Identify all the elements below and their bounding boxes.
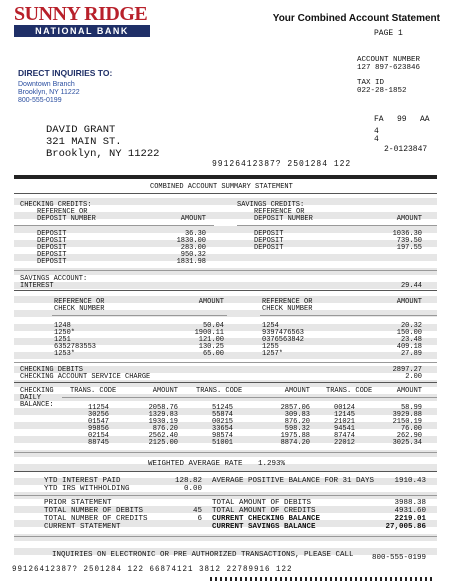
interest-amount: 29.44 <box>400 282 422 290</box>
cc-row-amount: 283.00 <box>180 244 206 252</box>
check-amount: 130.25 <box>198 343 224 351</box>
page-number: PAGE 1 <box>374 29 403 38</box>
statement-title: Your Combined Account Statement <box>272 13 440 24</box>
account-number-label: ACCOUNT NUMBER <box>357 56 421 64</box>
savings-account-rule-top <box>14 270 437 271</box>
code-n2: 4 <box>374 135 379 144</box>
check-amount: 27.89 <box>400 350 422 358</box>
micr-line-bottom: 99126412387? 2501284 122 66874121 3812 22789916 122 <box>12 565 293 575</box>
ytd-interest-label: YTD INTEREST PAID <box>44 477 121 485</box>
daily-col-amount: AMOUNT <box>152 387 178 395</box>
interest-label: INTEREST <box>20 282 54 290</box>
tax-id-label: TAX ID <box>357 79 385 87</box>
daily-code: 11254 <box>88 404 110 412</box>
daily-rule <box>62 397 437 398</box>
check-ref: 1248 <box>54 322 71 330</box>
cc-row-label: DEPOSIT <box>37 237 67 245</box>
daily-code: 01547 <box>88 418 110 426</box>
savings-credits-heading: SAVINGS CREDITS: <box>237 201 305 209</box>
top-divider-bar <box>14 175 437 179</box>
debits-rule-bottom <box>14 382 437 383</box>
customer-name: DAVID GRANT <box>46 124 116 136</box>
footer-phone: 800-555-0199 <box>372 554 427 562</box>
daily-code: 00215 <box>212 418 234 426</box>
tax-id-value: 022-28-1852 <box>357 87 407 95</box>
sc-row-label: DEPOSIT <box>254 237 284 245</box>
check-amount: 150.00 <box>396 329 422 337</box>
checking-balance-label: CURRENT CHECKING BALANCE <box>212 515 321 523</box>
check-ref: 1255 <box>262 343 279 351</box>
amount-debits-label: TOTAL AMOUNT OF DEBITS <box>212 499 312 507</box>
cc-row-amount: 950.32 <box>180 251 206 259</box>
cc-row-amount: 36.30 <box>184 230 206 238</box>
check-ref: 6352783553 <box>54 343 97 351</box>
daily-code: 51001 <box>212 439 234 447</box>
savings-credits-col-ref-b: DEPOSIT NUMBER <box>254 215 313 223</box>
bank-name-bar: NATIONAL BANK <box>14 25 150 37</box>
checking-credits-col-amount: AMOUNT <box>180 215 206 223</box>
checks-col-amount: AMOUNT <box>198 298 224 306</box>
check-ref: 1251 <box>54 336 71 344</box>
credits-count-label: TOTAL NUMBER OF CREDITS <box>44 515 148 523</box>
daily-code: 33654 <box>212 425 234 433</box>
cc-row-label: DEPOSIT <box>37 230 67 238</box>
daily-balance-label-2: DAILY <box>20 394 42 402</box>
daily-amount: 876.20 <box>284 418 310 426</box>
daily-amount: 1329.83 <box>148 411 178 419</box>
check-ref: 1254 <box>262 322 279 330</box>
daily-amount: 1975.88 <box>280 432 310 440</box>
daily-amount: 58.99 <box>400 404 422 412</box>
ytd-interest-value: 128.82 <box>174 477 202 485</box>
check-amount: 1900.11 <box>194 329 224 337</box>
savings-account-rule-bottom <box>14 290 437 291</box>
checks-col-ref-b-right: CHECK NUMBER <box>262 305 313 313</box>
check-amount: 50.04 <box>202 322 224 330</box>
cc-row-label: DEPOSIT <box>37 244 67 252</box>
checking-balance: 2219.01 <box>394 515 426 523</box>
service-charge-label: CHECKING ACCOUNT SERVICE CHARGE <box>20 373 151 381</box>
daily-amount: 2058.76 <box>148 404 178 412</box>
checks-col-ref-a: REFERENCE OR <box>54 298 105 306</box>
check-amount: 409.18 <box>396 343 422 351</box>
checks-rule-right <box>260 315 437 316</box>
avg-balance-value: 1910.43 <box>394 477 426 485</box>
bank-logo <box>14 4 150 37</box>
daily-amount: 3929.88 <box>392 411 422 419</box>
sc-row-amount: 1036.30 <box>392 230 422 238</box>
check-ref: 1253* <box>54 350 76 358</box>
code-ref: 2-0123847 <box>384 145 428 154</box>
sc-row-label: DEPOSIT <box>254 230 284 238</box>
checks-col-ref-a-right: REFERENCE OR <box>262 298 313 306</box>
check-ref: 0376563842 <box>262 336 305 344</box>
savings-credits-col-amount: AMOUNT <box>396 215 422 223</box>
savings-account-heading: SAVINGS ACCOUNT: <box>20 275 88 283</box>
sc-row-amount: 197.55 <box>396 244 422 252</box>
service-charge-amount: 2.00 <box>405 373 422 381</box>
weighted-rate-label: WEIGHTED AVERAGE RATE <box>148 460 243 468</box>
daily-amount: 876.20 <box>152 425 178 433</box>
code-fa: FA <box>374 115 384 124</box>
checking-debits-amount: 2897.27 <box>392 366 422 374</box>
savings-balance: 27,005.86 <box>385 523 426 531</box>
checking-credits-rule <box>14 225 214 226</box>
daily-code: 30256 <box>88 411 110 419</box>
checks-rule-left <box>52 315 227 316</box>
amount-credits-label: TOTAL AMOUNT OF CREDITS <box>212 507 316 515</box>
daily-code: 94541 <box>334 425 356 433</box>
sc-row-amount: 739.50 <box>396 237 422 245</box>
avg-balance-label: AVERAGE POSITIVE BALANCE FOR 31 DAYS <box>212 477 375 485</box>
check-amount: 65.00 <box>202 350 224 358</box>
weighted-rule-bottom <box>14 471 437 472</box>
checking-credits-col-ref-a: REFERENCE OR <box>37 208 88 216</box>
footer-inquiries: INQUIRIES ON ELECTRONIC OR PRE AUTHORIZED TRANSACTIONS, PLEASE CALL <box>52 551 354 559</box>
savings-balance-label: CURRENT SAVINGS BALANCE <box>212 523 316 531</box>
daily-amount: 309.83 <box>284 411 310 419</box>
sc-row-label: DEPOSIT <box>254 244 284 252</box>
amount-debits: 3988.38 <box>394 499 426 507</box>
checks-col-ref-b: CHECK NUMBER <box>54 305 105 313</box>
check-ref: 9397476563 <box>262 329 305 337</box>
branch-name: Downtown Branch <box>18 81 75 88</box>
branch-phone: 800-555-0199 <box>18 97 62 104</box>
daily-code: 00124 <box>334 404 356 412</box>
cc-row-label: DEPOSIT <box>37 258 67 266</box>
daily-amount: 2125.00 <box>148 439 178 447</box>
checking-credits-col-ref-b: DEPOSIT NUMBER <box>37 215 96 223</box>
daily-code: 87474 <box>334 432 356 440</box>
daily-balance-label-1: CHECKING <box>20 387 54 395</box>
daily-code: 12145 <box>334 411 356 419</box>
customer-city: Brooklyn, NY 11222 <box>46 148 160 160</box>
check-amount: 20.32 <box>400 322 422 330</box>
amount-credits: 4931.60 <box>394 507 426 515</box>
checking-debits-label: CHECKING DEBITS <box>20 366 84 374</box>
debits-rule-top <box>14 362 437 363</box>
daily-amount: 2150.19 <box>392 418 422 426</box>
daily-amount: 3025.34 <box>392 439 422 447</box>
bottom-tick-rail <box>210 577 432 581</box>
daily-amount: 2562.40 <box>148 432 178 440</box>
current-statement-label: CURRENT STATEMENT <box>44 523 121 531</box>
debits-count-label: TOTAL NUMBER OF DEBITS <box>44 507 144 515</box>
daily-code: 99856 <box>88 425 110 433</box>
daily-col-code: TRANS. CODE <box>326 387 373 395</box>
daily-amount: 598.32 <box>284 425 310 433</box>
weighted-rate-value: 1.293% <box>258 460 286 468</box>
check-ref: 1250* <box>54 329 76 337</box>
prior-statement-label: PRIOR STATEMENT <box>44 499 112 507</box>
account-number-value: 127 897-623846 <box>357 64 421 72</box>
ytd-withholding-value: 0.00 <box>183 485 202 493</box>
check-amount: 121.00 <box>198 336 224 344</box>
summary-title: COMBINED ACCOUNT SUMMARY STATEMENT <box>150 183 293 191</box>
daily-code: 51245 <box>212 404 234 412</box>
daily-amount: 8874.20 <box>280 439 310 447</box>
check-amount: 23.48 <box>400 336 422 344</box>
totals-rule <box>14 536 437 537</box>
daily-balance-label-3: BALANCE: <box>20 401 54 409</box>
code-aa: AA <box>420 115 430 124</box>
daily-col-code: TRANS. CODE <box>196 387 243 395</box>
daily-code: 88745 <box>88 439 110 447</box>
daily-col-code: TRANS. CODE <box>70 387 117 395</box>
code-99: 99 <box>397 115 407 124</box>
savings-credits-col-ref-a: REFERENCE OR <box>254 208 305 216</box>
cc-row-amount: 1831.98 <box>176 258 206 266</box>
debits-count: 45 <box>192 507 202 515</box>
inquiries-heading: DIRECT INQUIRIES TO: <box>18 68 113 78</box>
summary-title-rule <box>14 193 437 194</box>
ytd-withholding-label: YTD IRS WITHHOLDING <box>44 485 130 493</box>
credits-count: 6 <box>197 515 202 523</box>
daily-col-amount: AMOUNT <box>396 387 422 395</box>
check-ref: 1257* <box>262 350 284 358</box>
daily-amount: 2857.06 <box>280 404 310 412</box>
bank-name: SUNNY RIDGE <box>14 3 148 25</box>
branch-city: Brooklyn, NY 11222 <box>18 89 80 96</box>
daily-code: 55874 <box>212 411 234 419</box>
checking-credits-heading: CHECKING CREDITS: <box>20 201 92 209</box>
daily-amount: 76.00 <box>400 425 422 433</box>
daily-code: 98574 <box>212 432 234 440</box>
savings-credits-rule <box>237 225 437 226</box>
checks-col-amount-right: AMOUNT <box>396 298 422 306</box>
cc-row-label: DEPOSIT <box>37 251 67 259</box>
ledger-stripe <box>14 251 437 261</box>
code-n1: 4 <box>374 127 379 136</box>
ytd-rule <box>14 495 437 496</box>
daily-code: 02154 <box>88 432 110 440</box>
daily-amount: 1930.19 <box>148 418 178 426</box>
weighted-rule-top <box>14 452 437 453</box>
micr-line-top: 99126412387? 2501284 122 <box>212 159 352 170</box>
cc-row-amount: 1830.00 <box>176 237 206 245</box>
daily-code: 22012 <box>334 439 356 447</box>
daily-col-amount: AMOUNT <box>284 387 310 395</box>
daily-amount: 262.90 <box>396 432 422 440</box>
daily-code: 21021 <box>334 418 356 426</box>
customer-street: 321 MAIN ST. <box>46 136 122 148</box>
